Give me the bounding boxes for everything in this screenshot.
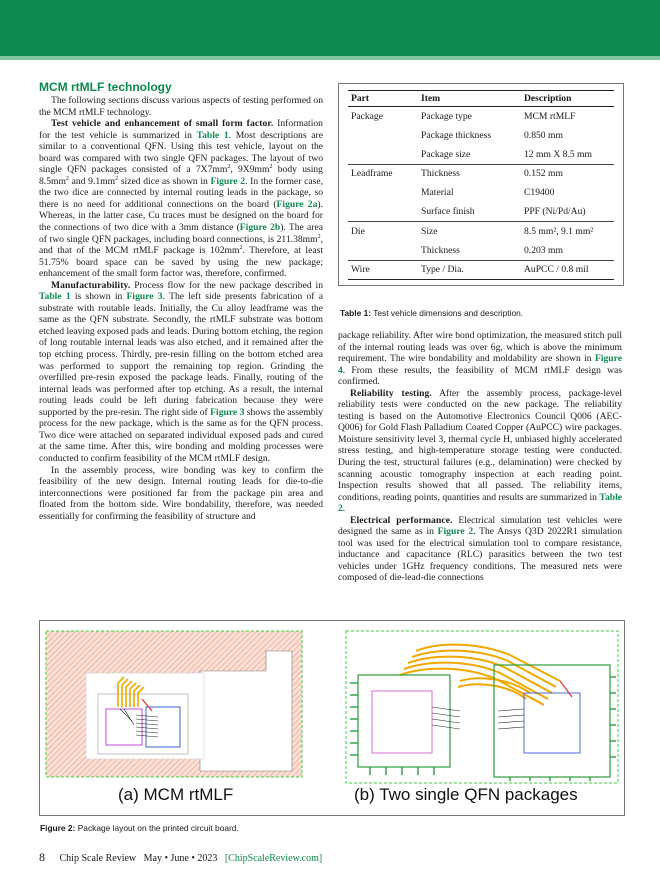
mf-text-4: shows the assembly process for the new package, which is the same as for the QFN process. Two dice were attached on separated individual exposed pads and cured at the same time. After this, wire bonding and molding processes were conducted to confirm feasibility of the MCM rtMLF design. — [39, 406, 323, 464]
tv-text-11: . Therefore, at least 51.75% board space can be saved by using the new package; enhancement of the small form factor was, therefore, confirmed. — [39, 245, 323, 280]
tv-text-8: ). Whereas, in the latter case, Cu traces must be designed on the board for the connections of two dice with a 3mm distance ( — [39, 198, 323, 234]
tv-text-10: , and that of the MCM rtMLF package is 102mm — [39, 233, 323, 257]
table1-caption — [340, 308, 523, 318]
table-row — [348, 183, 614, 202]
table2-link[interactable]: Table 2 — [338, 491, 622, 515]
sup: 2 — [239, 244, 243, 251]
cell-part — [348, 241, 418, 260]
table-row — [348, 164, 614, 183]
sup: 2 — [269, 164, 273, 171]
table-row — [348, 222, 614, 241]
reliability-heading: Reliability testing. — [350, 387, 432, 399]
table1-caption-label: Table 1: — [340, 308, 372, 318]
intro-text: The following sections discuss various aspects of testing performed on the MCM rtMLF technology. — [39, 95, 323, 118]
table-header-row — [348, 91, 614, 107]
panel-b-two-qfn — [346, 631, 618, 783]
cell-item: Thickness — [421, 244, 460, 256]
table1-link[interactable]: Table 1 — [196, 129, 229, 141]
cell-item: Package thickness — [421, 129, 492, 141]
cell-item: Size — [418, 222, 521, 241]
cell-part — [348, 183, 418, 202]
cell-description: PPF (Ni/Pd/Au) — [524, 206, 586, 218]
sup: 2 — [65, 175, 69, 182]
figure3-link[interactable]: Figure 3 — [126, 291, 163, 303]
page-number: 8 — [39, 850, 45, 864]
cell-item: Package size — [421, 148, 471, 160]
cell-part: Die — [348, 222, 418, 241]
cell-part — [348, 145, 418, 164]
table1-caption-text: Test vehicle dimensions and description. — [371, 308, 524, 318]
table-row — [348, 241, 614, 260]
col-header-description: Description — [521, 91, 614, 107]
tv-text-9: ). The area of two single QFN packages, including board connections, is 211.38mm — [39, 222, 323, 245]
cell-description: 12 mm X 8.5 mm — [524, 148, 592, 160]
issue-date: May • June • 2023 — [143, 853, 218, 864]
journal-name: Chip Scale Review — [59, 853, 137, 864]
figure2-caption — [40, 823, 239, 833]
sup: 2 — [227, 164, 231, 171]
figure2b-label: (b) Two single QFN packages — [354, 785, 578, 804]
cell-description: MCM rtMLF — [524, 110, 576, 122]
tv-text-2: . Most descriptions are similar to a conventional QFN. Using this test vehicle, layout on the board was compared with two single QFN packages. The layout of two single QFN packages consisted of a 7X7mm — [39, 129, 323, 176]
tv-text-3: , 9X9mm — [230, 164, 270, 176]
cell-item: Type / Dia. — [418, 260, 521, 279]
cell-item: Material — [421, 187, 454, 199]
cell-item: Thickness — [418, 164, 521, 183]
cell-description: 8.5 mm², 9.1 mm² — [521, 222, 614, 241]
figure2-caption-text: Package layout on the printed circuit board. — [75, 823, 239, 833]
mf-text-2: is shown in — [70, 291, 127, 303]
cell-description: 0.850 mm — [524, 129, 563, 141]
reliability-paragraph — [338, 388, 622, 515]
tv-text-4: body using 8.5mm — [39, 164, 323, 187]
cell-part — [348, 126, 418, 145]
table-row — [348, 126, 614, 145]
reliability-intro-paragraph — [338, 330, 622, 388]
test-vehicle-heading: Test vehicle and enhancement of small form factor. — [51, 118, 274, 130]
r-text-2: . From these results, the feasibility of MCM rtMLF design was confirmed. — [338, 364, 622, 388]
wb-text: In the assembly process, wire bonding was key to confirm the feasibility of the new design. Internal routing leads for die-to-die interconnections were positioned far from the package pin area and floated from the bottom side. Wire bondability, therefore, was needed essentially for confirming the feasibility of structure and — [39, 464, 323, 522]
figure2b-link[interactable]: Figure 2b — [239, 222, 281, 234]
electrical-paragraph — [338, 515, 622, 584]
sup: 2 — [317, 233, 321, 240]
ep-text-1: Electrical simulation test vehicles were designed the same as in — [338, 514, 622, 538]
section-title: MCM rtMLF technology — [39, 80, 172, 94]
table1-link[interactable]: Table 1 — [39, 291, 71, 303]
table-row — [348, 260, 614, 279]
sup: 2 — [115, 175, 119, 182]
table-row — [348, 145, 614, 164]
mf-text-1: Process flow for the new package described in — [130, 279, 323, 291]
cell-part: Package — [351, 110, 383, 122]
manufacturability-heading: Manufacturability. — [51, 279, 131, 291]
tv-text-5: and 9.1mm — [68, 175, 116, 187]
cell-part — [348, 202, 418, 221]
rel-text-1: After the assembly process, package-level reliability tests were conducted on the new package. The reliability testing is based on the Automotive Electronics Council Q006 (AEC-Q006) for Gold Flash Palladium Coated Copper (AuPCC) wire packages. Moisture sensitivity level 3, thermal cycle H, unbiased highly accelerated stress testing, and high-temperature storage testing were conducted. During the test, structural failures (e.g., delamination) were checked by scanning acoustic tomography inspection at each reading point. Inspection results showed that all passed. The reliability items, conditions, reading points, quantities and results are summarized in — [338, 387, 622, 503]
ep-text-2: . The Ansys Q3D 2022R1 simulation tool was used for the electrical simulation tool to compare resistance, inductance and capacitance (RLC) parasitics between the two test vehicles under 1GHz frequency conditions. The measured nets were composed of die-lead-die connections — [338, 526, 622, 584]
cell-description: AuPCC / 0.8 mil — [521, 260, 614, 279]
cell-description: 0.152 mm — [521, 164, 614, 183]
header-stripe — [0, 56, 660, 60]
cell-part: Leadframe — [348, 164, 418, 183]
left-column — [39, 80, 323, 522]
manufacturability-paragraph — [39, 280, 323, 465]
table1 — [348, 90, 614, 280]
figure2-link[interactable]: Figure 2 — [437, 526, 474, 538]
intro-paragraph — [39, 95, 323, 118]
right-column — [338, 330, 622, 584]
mf-text-3: . The left side presents fabrication of a substrate with routable leads. Initially, the Cu alloy leadframe was the same as the QFN substrate. Secondly, the rtMLF substrate was bottom etched leaving exposed pads and leads. During bottom etching, the region of long routable internal leads was also etched, and it remained after the top etching process. Thirdly, pre-resin filling on the bottom etched area was performed to support the remaining top region. Grinding the overfilled pre-resin exposed the package leads. Finally, routing of the internal leads was performed after top etching. As a result, the internal routing leads could be left during fabrication because they were supported by the pre-resin. The right side of — [39, 291, 323, 418]
table1-body — [348, 107, 614, 280]
test-vehicle-paragraph — [39, 118, 323, 280]
col-header-item: Item — [418, 91, 521, 107]
cell-part: Wire — [348, 260, 418, 279]
figure3-link[interactable]: Figure 3 — [210, 406, 245, 418]
wire-bonding-paragraph — [39, 465, 323, 523]
figure2-frame — [39, 620, 625, 816]
tv-text-7: . In the former case, the two dice are connected by internal routing leads in the package, so there is no need for additional connections on the board ( — [39, 175, 324, 210]
electrical-heading: Electrical performance. — [350, 514, 453, 526]
figure2a-label: (a) MCM rtMLF — [118, 785, 234, 804]
figure2-link[interactable]: Figure 2 — [210, 175, 246, 187]
table-row — [348, 107, 614, 126]
figure2-caption-label: Figure 2: — [40, 823, 76, 833]
cell-description: 0.203 mm — [524, 244, 563, 256]
table1-frame — [338, 83, 624, 286]
page-footer — [39, 850, 322, 865]
cell-item: Surface finish — [421, 206, 475, 218]
rel-text-2: . — [342, 503, 346, 515]
r-text-1: package reliability. After wire bond optimization, the measured stitch pull of the internal routing leads was over 6g, which is above the minimum requirement. The wire bondability and moldability are shown in — [338, 330, 622, 365]
header-band — [0, 0, 660, 60]
cell-item: Package type — [421, 110, 472, 122]
figure4-link[interactable]: Figure 4 — [338, 353, 622, 376]
journal-website-link[interactable]: [ChipScaleReview.com] — [224, 853, 323, 864]
cell-description: C19400 — [524, 187, 555, 199]
tv-text-1: Information for the test vehicle is summarized in — [39, 118, 323, 141]
panel-a-mcm-rtmlf — [46, 631, 302, 777]
table-row — [348, 202, 614, 221]
col-header-part: Part — [348, 91, 418, 107]
figure2a-link[interactable]: Figure 2a — [276, 198, 318, 210]
tv-text-6: sized dice as shown in — [118, 175, 211, 187]
